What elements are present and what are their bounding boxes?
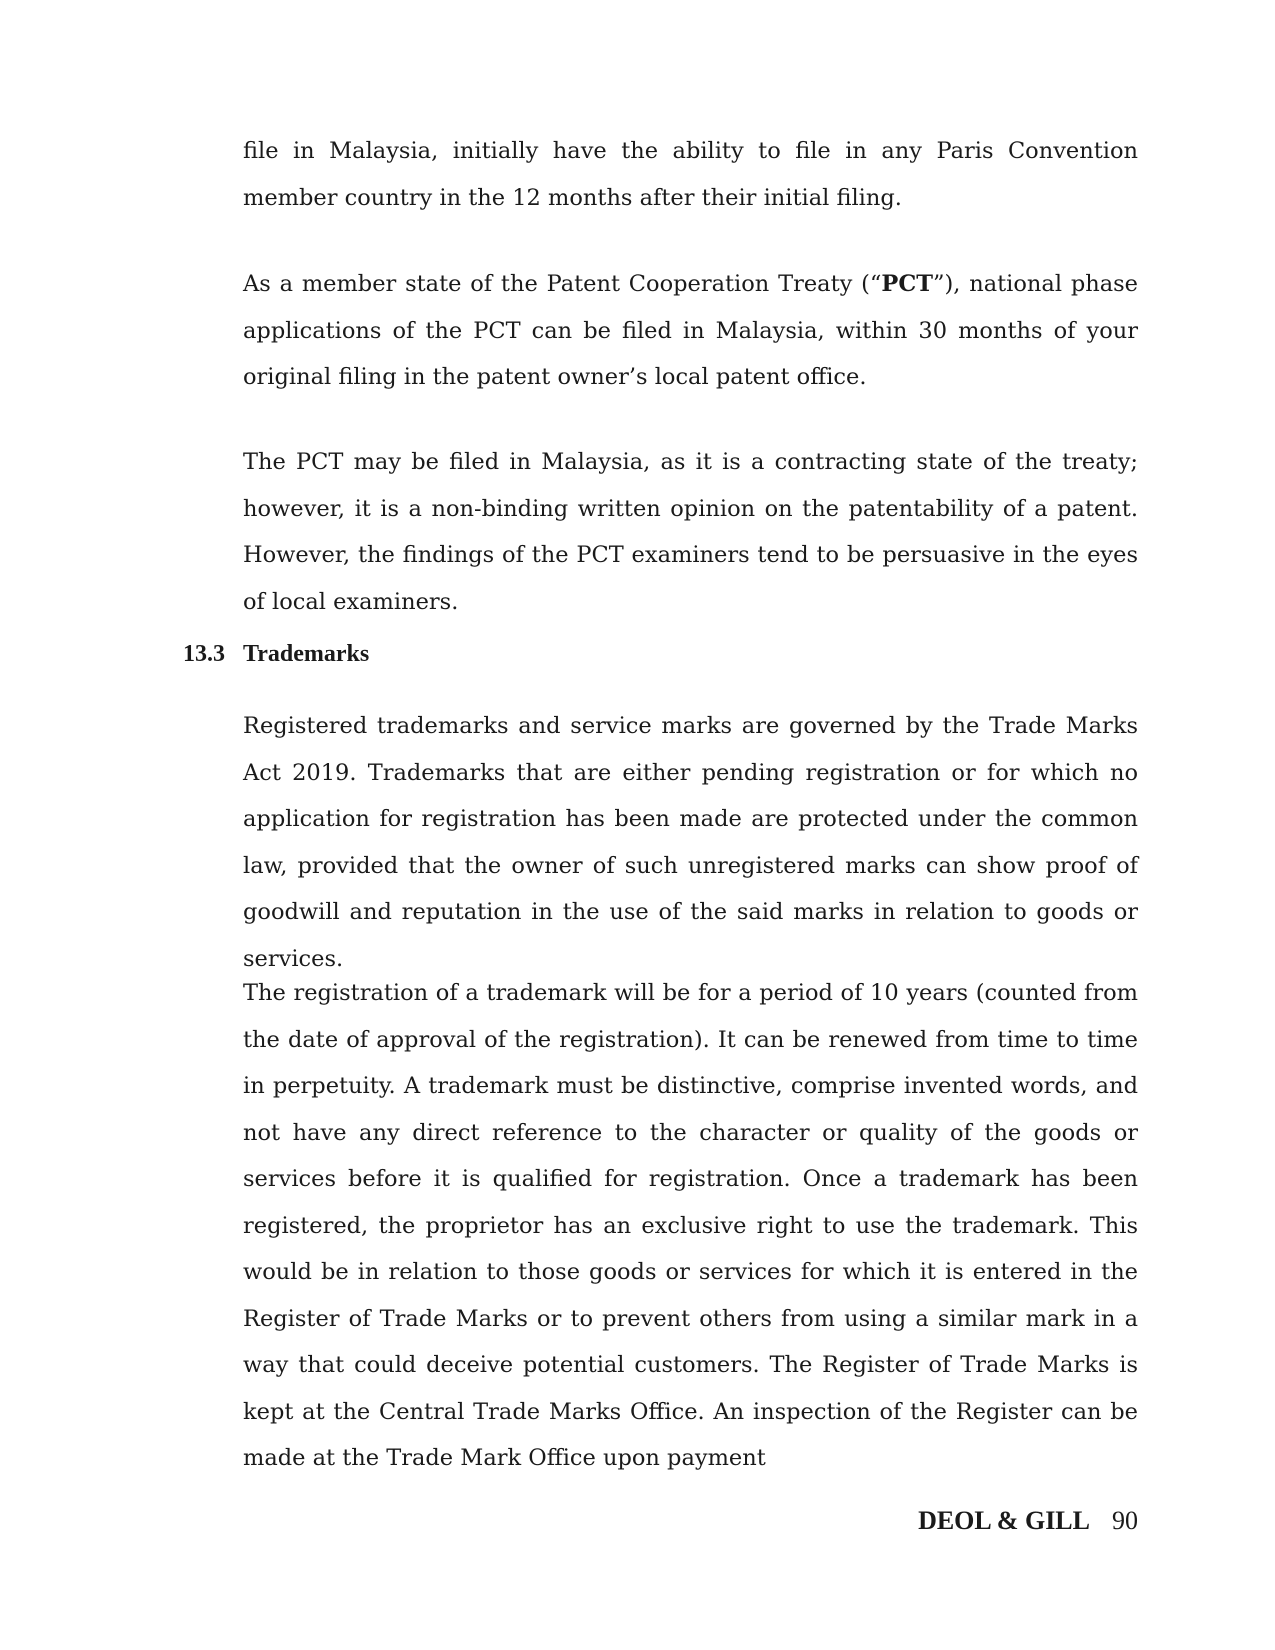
section-title: Trademarks (243, 641, 370, 667)
paragraph-paris-convention: file in Malaysia, initially have the ability to file in any Paris Convention member country in the 12 months after their initial filing. (243, 138, 1138, 211)
paragraph-registered-trademarks: Registered trademarks and service marks are governed by the Trade Marks Act 2019. Trademarks that are either pending registration or for which no application for registration has been made are protected under the common law, provided that the owner of such unregistered marks can show proof of goodwill and reputation in the use of the said marks in relation to goods or services. (243, 713, 1138, 972)
paragraph-pct-text-after: ”), national phase applications of the PCT can be filed in Malaysia, within 30 months of your original filing in the patent owner’s local patent office. (243, 271, 1138, 390)
pct-bold-term: PCT (881, 271, 933, 297)
paragraph-pct-member-state (243, 261, 1138, 401)
section-number: 13.3 (183, 641, 225, 667)
paragraph-pct-filing: The PCT may be filed in Malaysia, as it is a contracting state of the treaty; however, it is a non-binding written opinion on the patentability of a patent. However, the findings of the PCT examiners tend to be persuasive in the eyes of local examiners. (243, 449, 1138, 615)
footer-firm-name: DEOL & GILL (918, 1506, 1090, 1535)
section-heading-trademarks (183, 638, 369, 670)
paragraph-trademark-registration: The registration of a trademark will be for a period of 10 years (counted from the date of approval of the registration). It can be renewed from time to time in perpetuity. A trademark must be distinctive, comprise invented words, and not have any direct reference to the character or quality of the goods or services before it is qualified for registration. Once a trademark has been registered, the proprietor has an exclusive right to use the trademark. This would be in relation to those goods or services for which it is entered in the Register of Trade Marks or to prevent others from using a similar mark in a way that could deceive potential customers. The Register of Trade Marks is kept at the Central Trade Marks Office. An inspection of the Register can be made at the Trade Mark Office upon payment (243, 980, 1138, 1471)
paragraph-pct-text-before: As a member state of the Patent Cooperation Treaty (“ (243, 271, 882, 297)
page-footer (918, 1505, 1138, 1537)
page-number: 90 (1112, 1506, 1138, 1535)
